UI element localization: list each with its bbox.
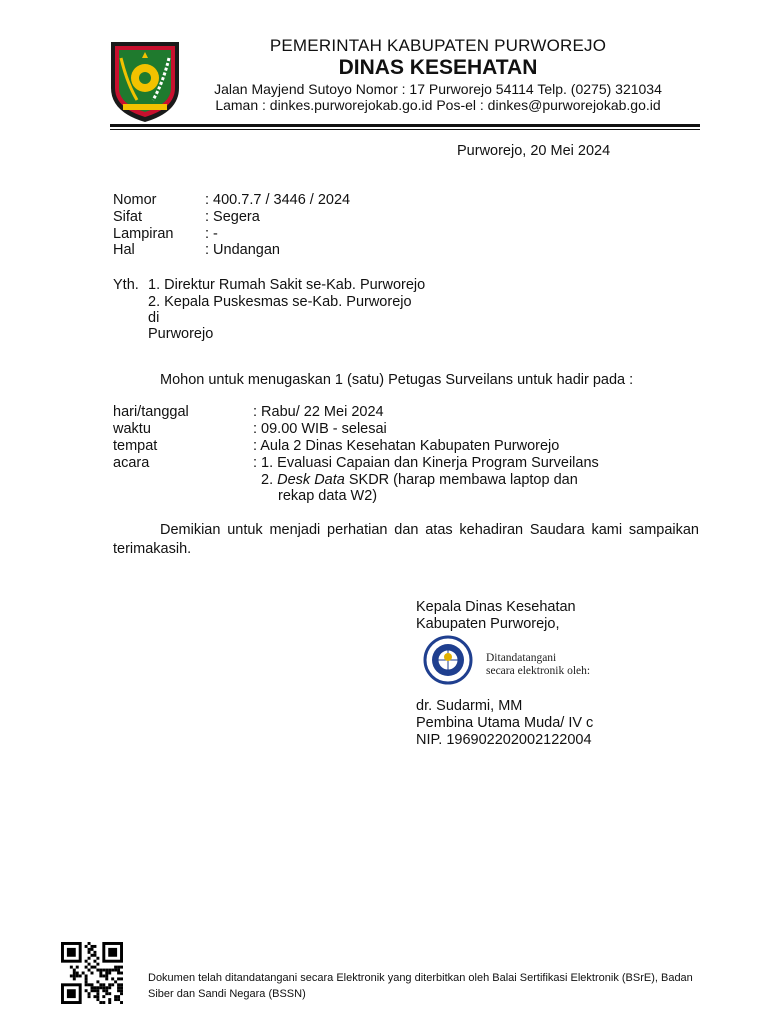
signer-name: dr. Sudarmi, MM — [416, 698, 523, 714]
recipient-line-4: Purworejo — [148, 326, 214, 342]
detail-row-place — [113, 438, 559, 454]
recipient-line-3: di — [148, 310, 160, 326]
recipient-prefix: Yth. — [113, 277, 139, 293]
esign-caption-1: Ditandatangani — [486, 652, 557, 664]
agenda-item-2-text: SKDR (harap membawa laptop dan — [348, 472, 578, 488]
meta-label: Nomor — [113, 192, 157, 208]
meta-value: : Undangan — [205, 242, 280, 258]
signer-title-2: Kabupaten Purworejo, — [416, 616, 560, 632]
detail-row-agenda — [113, 455, 599, 471]
letterhead-rule-thin — [110, 129, 700, 130]
meta-value: : - — [205, 226, 218, 242]
detail-label: tempat — [113, 438, 158, 454]
signer-title-1: Kepala Dinas Kesehatan — [416, 599, 576, 615]
detail-value: : 09.00 WIB - selesai — [253, 421, 387, 437]
closing-text: Demikian untuk menjadi perhatian dan atas kehadiran Saudara kami sampaikan terimakasih. — [113, 522, 699, 557]
meta-label: Hal — [113, 242, 135, 258]
meta-value: : 400.7.7 / 3446 / 2024 — [205, 192, 351, 208]
agency-address: Jalan Mayjend Sutoyo Nomor : 17 Purworejo 54114 Telp. (0275) 321034 — [214, 81, 662, 97]
meta-label: Sifat — [113, 209, 143, 225]
meta-value: : Segera — [205, 209, 260, 225]
recipient-line-1: 1. Direktur Rumah Sakit se-Kab. Purworejo — [148, 277, 426, 293]
detail-label: hari/tanggal — [113, 404, 189, 420]
agency-contact: Laman : dinkes.purworejokab.go.id Pos-el : dinkes@purworejokab.go.id — [215, 97, 661, 113]
agenda-item-2 — [261, 472, 578, 488]
esign-caption-2: secara elektronik oleh: — [486, 665, 591, 677]
meta-label: Lampiran — [113, 226, 174, 242]
regency-emblem-logo — [107, 38, 183, 124]
agenda-item-2-continuation: rekap data W2) — [278, 488, 378, 504]
letterhead-rule-thick — [110, 124, 700, 127]
meta-row-sifat — [113, 209, 260, 225]
detail-value: : Aula 2 Dinas Kesehatan Kabupaten Purworejo — [253, 438, 560, 454]
meta-row-lampiran — [113, 226, 218, 242]
government-name: PEMERINTAH KABUPATEN PURWOREJO — [269, 36, 607, 55]
signer-nip: NIP. 196902202002122004 — [416, 732, 592, 748]
qr-code — [61, 942, 123, 1004]
meta-row-hal — [113, 242, 280, 258]
footer-line-2: Siber dan Sandi Negara (BSSN) — [148, 988, 306, 1000]
recipient-line-2: 2. Kepala Puskesmas se-Kab. Purworejo — [148, 294, 412, 310]
footer-line-1: Dokumen telah ditandatangani secara Elektronik yang diterbitkan oleh Balai Sertifikasi Elektronik (BSrE), Badan — [148, 972, 693, 984]
agency-name: DINAS KESEHATAN — [338, 56, 538, 79]
footer-note — [148, 970, 738, 1002]
electronic-signature-block — [416, 637, 606, 683]
agenda-item-2-italic: Desk Data — [277, 472, 345, 488]
detail-value: : 1. Evaluasi Capaian dan Kinerja Program Surveilans — [253, 455, 599, 471]
closing-paragraph — [113, 521, 699, 559]
letter-date: Purworejo, 20 Mei 2024 — [457, 143, 611, 159]
agenda-item-2-number: 2. — [261, 472, 274, 488]
bsre-seal-icon — [418, 635, 478, 685]
detail-row-date — [113, 404, 384, 420]
intro-paragraph: Mohon untuk menugaskan 1 (satu) Petugas Surveilans untuk hadir pada : — [160, 372, 634, 388]
detail-label: waktu — [113, 421, 151, 437]
detail-value: : Rabu/ 22 Mei 2024 — [253, 404, 384, 420]
detail-row-time — [113, 421, 387, 437]
meta-row-nomor — [113, 192, 350, 208]
signer-rank: Pembina Utama Muda/ IV c — [416, 715, 594, 731]
detail-label: acara — [113, 455, 150, 471]
